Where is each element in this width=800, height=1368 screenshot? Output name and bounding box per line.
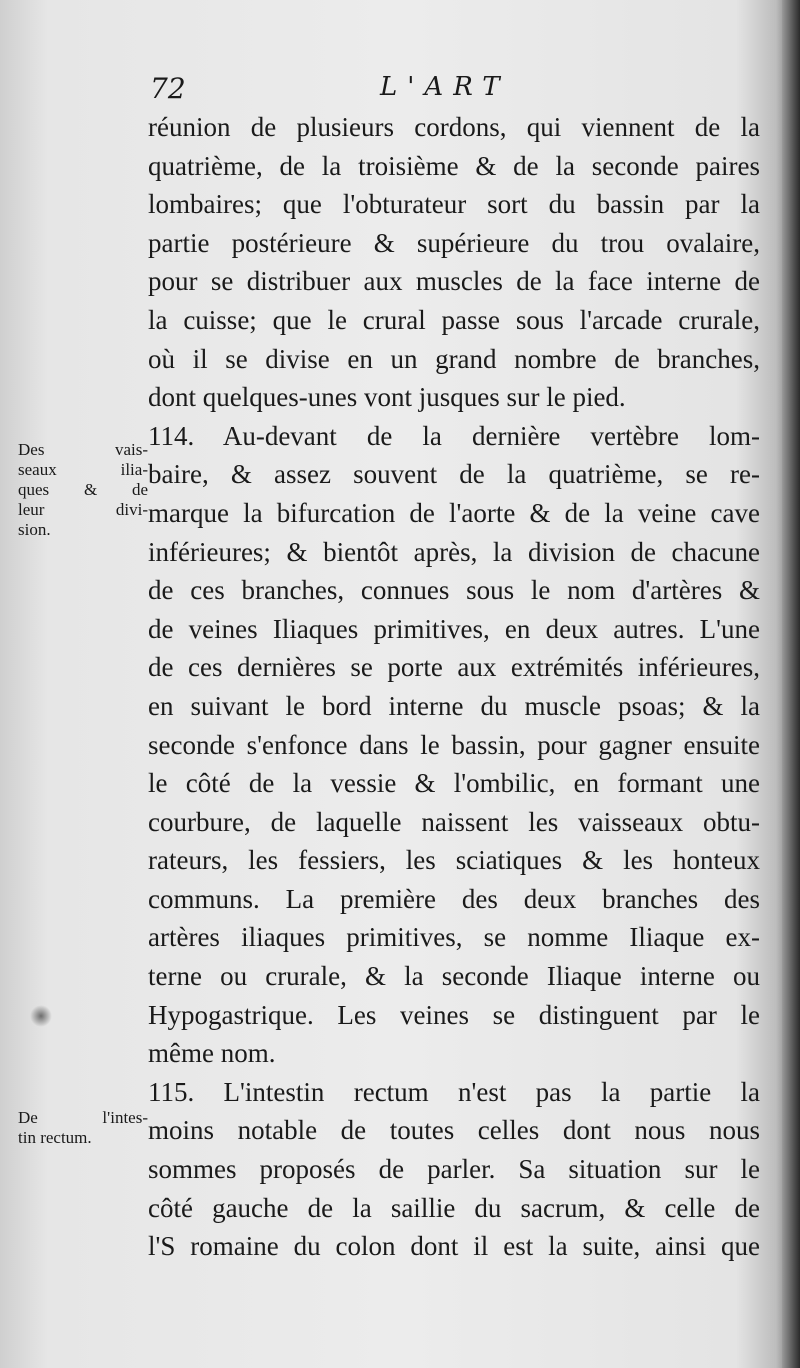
text-line: côté gauche de la saillie du sacrum, & celle de [148,1192,760,1223]
text-line: artères iliaques primitives, se nomme Iliaque ex- [148,922,760,953]
book-spine-shadow [782,0,800,1368]
margin-note-line: Des vais- [18,440,148,459]
margin-note-line: leur divi- [18,500,148,519]
text-line: réunion de plusieurs cordons, qui viennent de la [148,112,760,142]
main-text [148,108,760,1266]
text-line: dont quelques-unes vont jusques sur le pied. [148,382,626,413]
text-line: de ces dernières se porte aux extrémités inférieures, [148,652,760,683]
running-title: L'ART [380,72,510,102]
text-line: où il se divise en un grand nombre de branches, [148,343,760,374]
text-line: 115. L'intestin rectum n'est pas la partie la [148,1076,760,1107]
text-line: courbure, de laquelle naissent les vaisseaux obtu- [148,806,760,837]
page-number: 72 [150,72,186,105]
margin-note-line: De l'intes- [18,1108,148,1127]
page-header [148,68,760,108]
text-line: marque la bifurcation de l'aorte & de la veine cave [148,497,760,528]
paragraph-114 [148,417,760,1073]
text-line: communs. La première des deux branches des [148,883,760,914]
ink-blot [30,1005,52,1027]
text-line: 114. Au-devant de la dernière vertèbre lom- [148,420,760,451]
text-line: seconde s'enfonce dans le bassin, pour gagner ensuite [148,729,760,760]
margin-note-line: ques & de [18,480,148,499]
text-line: de ces branches, connues sous le nom d'artères & [148,575,760,606]
text-line: sommes proposés de parler. Sa situation sur le [148,1154,760,1185]
text-line: en suivant le bord interne du muscle psoas; & la [148,690,760,721]
text-line: quatrième, de la troisième & de la seconde paires [148,150,760,181]
text-line: lombaires; que l'obturateur sort du bassin par la [148,189,760,220]
margin-note-line: sion. [18,520,51,539]
paragraph-continued [148,108,760,417]
text-line: le côté de la vessie & l'ombilic, en formant une [148,768,760,799]
margin-note-vessels [18,440,148,540]
text-line: rateurs, les fessiers, les sciatiques & les honteux [148,845,760,876]
text-line: l'S romaine du colon dont il est la suite, ainsi que [148,1231,760,1262]
text-line: la cuisse; que le crural passe sous l'arcade crurale, [148,304,760,335]
text-line: de veines Iliaques primitives, en deux autres. L'une [148,613,760,644]
text-line: Hypogastrique. Les veines se distinguent par le [148,999,760,1030]
text-line: moins notable de toutes celles dont nous nous [148,1115,760,1146]
text-line: même nom. [148,1038,276,1069]
margin-note-line: seaux ilia- [18,460,148,479]
margin-note-rectum [18,1108,148,1148]
text-line: pour se distribuer aux muscles de la face interne de [148,266,760,297]
paragraph-115 [148,1073,760,1266]
text-line: baire, & assez souvent de la quatrième, se re- [148,459,760,490]
text-line: terne ou crurale, & la seconde Iliaque interne ou [148,961,760,992]
text-line: partie postérieure & supérieure du trou ovalaire, [148,227,760,258]
text-line: inférieures; & bientôt après, la division de chacune [148,536,760,567]
margin-note-line: tin rectum. [18,1128,92,1147]
